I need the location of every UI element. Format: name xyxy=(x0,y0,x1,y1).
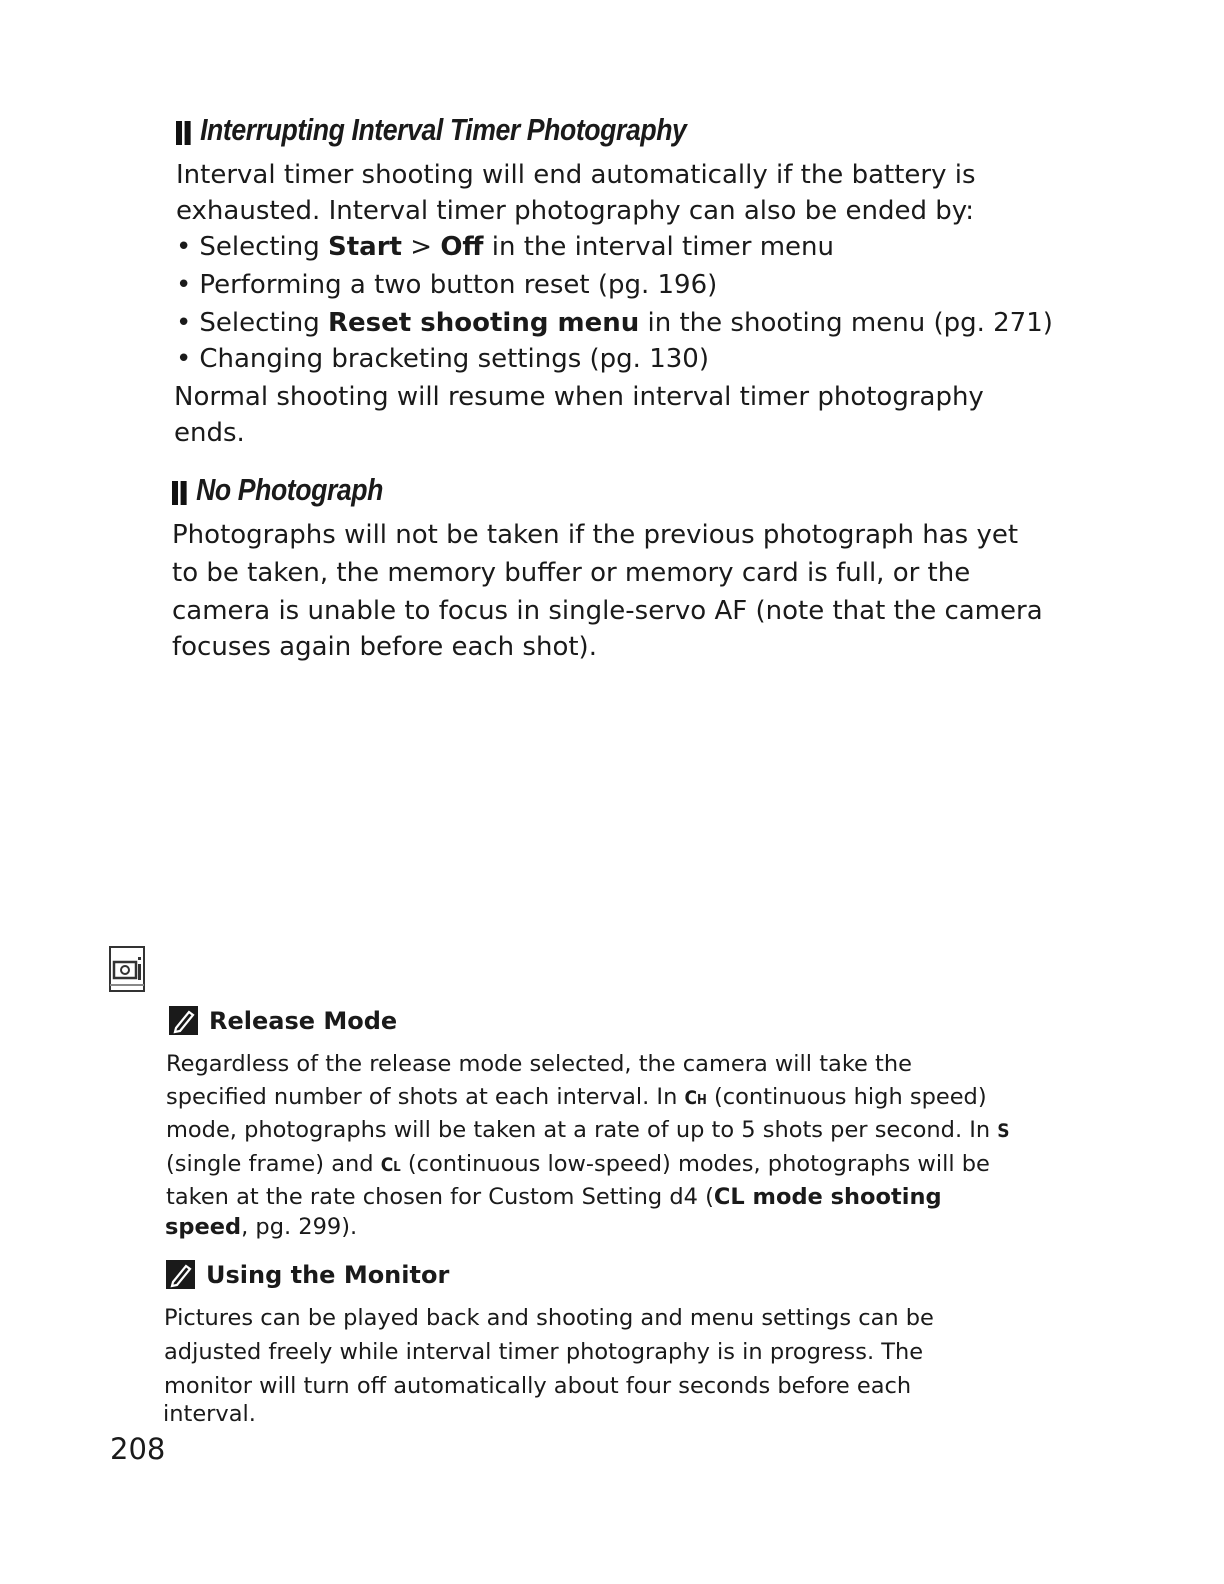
note2-line2: adjusted freely while interval timer photography is in progress. The xyxy=(164,1339,924,1365)
note1-line2: specified number of shots at each interval. In CH (continuous high speed) xyxy=(166,1084,987,1110)
note2-line1: Pictures can be played back and shooting and menu settings can be xyxy=(164,1305,934,1331)
double-bar-icon xyxy=(176,114,193,150)
section2-line4: focuses again before each shot). xyxy=(172,632,597,662)
section2-line2: to be taken, the memory buffer or memory card is full, or the xyxy=(172,558,971,588)
continuous-high-glyph: CH xyxy=(684,1087,707,1109)
section-title-no-photograph xyxy=(172,472,383,510)
single-frame-glyph: S xyxy=(997,1120,1010,1142)
section1-outro-line1: Normal shooting will resume when interval timer photography xyxy=(174,382,984,412)
continuous-low-glyph: CL xyxy=(380,1154,401,1176)
bullet-two-button-reset: • Performing a two button reset (pg. 196) xyxy=(176,270,718,300)
section1-title-text: Interrupting Interval Timer Photography xyxy=(200,112,687,147)
bullet-start-off: • Selecting Start > Off in the interval timer menu xyxy=(176,232,835,262)
section2-title-text: No Photograph xyxy=(196,472,384,507)
section-title-interrupting xyxy=(176,112,686,150)
section1-intro-line2: exhausted. Interval timer photography can also be ended by: xyxy=(176,196,974,226)
note1-line5: taken at the rate chosen for Custom Setting d4 (CL mode shooting xyxy=(166,1184,942,1210)
bullet-bracketing: • Changing bracketing settings (pg. 130) xyxy=(176,344,709,374)
page-number: 208 xyxy=(110,1432,166,1466)
shooting-menu-icon xyxy=(108,945,148,993)
bullet-reset-shooting-menu: • Selecting Reset shooting menu in the shooting menu (pg. 271) xyxy=(176,308,1053,338)
section1-intro-line1: Interval timer shooting will end automatically if the battery is xyxy=(176,160,976,190)
note1-line3: mode, photographs will be taken at a rate of up to 5 shots per second. In S xyxy=(166,1117,1010,1143)
note-title-using-monitor: Using the Monitor xyxy=(166,1260,449,1289)
section2-line3: camera is unable to focus in single-servo AF (note that the camera xyxy=(172,596,1043,626)
pencil-note-icon xyxy=(169,1006,198,1035)
note2-line3: monitor will turn off automatically about four seconds before each xyxy=(164,1373,912,1399)
note-title-release-mode: Release Mode xyxy=(169,1006,397,1035)
pencil-note-icon xyxy=(166,1260,195,1289)
double-bar-icon xyxy=(172,474,189,510)
section2-line1: Photographs will not be taken if the previous photograph has yet xyxy=(172,520,1019,550)
note2-line4: interval. xyxy=(163,1401,256,1427)
section1-outro-line2: ends. xyxy=(174,418,245,448)
note1-line4: (single frame) and CL (continuous low-speed) modes, photographs will be xyxy=(166,1151,990,1177)
note1-line6: speed, pg. 299). xyxy=(165,1214,358,1240)
note1-line1: Regardless of the release mode selected, the camera will take the xyxy=(166,1051,912,1077)
